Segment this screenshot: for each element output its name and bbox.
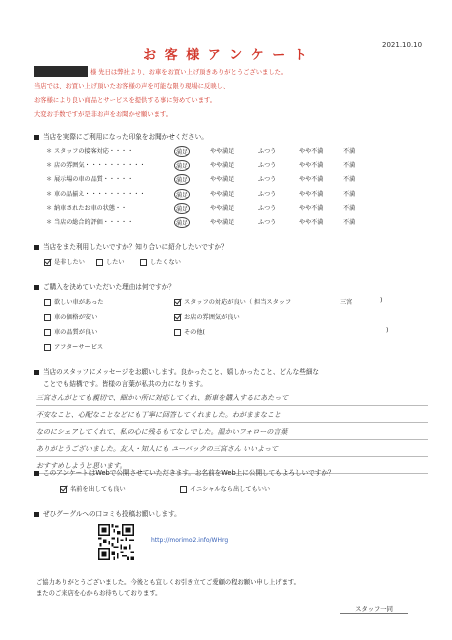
footer-line-1: ご協力ありがとうございました。今後とも宜しくお引き立てご愛顧の程お願い申し上げます。 [36,579,300,586]
checkbox-icon[interactable] [174,329,181,336]
q1-rating-option[interactable]: やや不満 [299,148,324,155]
message-line-3: なのにシェアしてくれて、私の心に残るもてなしでした。温かいフォローの言葉 [36,426,428,440]
intro-line-3: お客様により良い商品とサービスを提供する事に努めています。 [34,97,217,104]
section-bullet-icon [34,245,39,250]
checkbox-icon[interactable] [44,299,51,306]
intro-line-4: 大変お手数ですが是非お声をお聞かせ願います。 [34,111,173,118]
intro-line-1: 様 先日は弊社より、お車をお買い上げ頂きありがとうございました。 [90,69,288,76]
section-bullet-icon [34,512,39,517]
q1-heading [34,131,208,141]
q1-rating-option[interactable]: 満足 [174,217,190,228]
q1-title: 当店を実際にご利用になった印象をお聞かせください。 [43,133,208,141]
checkbox-icon[interactable] [44,344,51,351]
q1-rating-option[interactable]: 満足 [174,203,190,214]
q6-title: ぜひグーグルへの口コミも投稿お願いします。 [43,510,181,518]
q4-title-line-1: 当店のスタッフにメッセージをお願いします。良かったこと、嬉しかったこと、どんな些細な [43,368,320,376]
section-bullet-icon [34,285,39,290]
checkbox-checked-icon[interactable] [44,259,51,266]
q1-rating-option[interactable]: 不満 [343,162,356,169]
checkbox-checked-icon[interactable] [174,299,181,306]
q2-title: 当店をまた利用したいですか？知り合いに紹介したいですか？ [43,243,228,251]
q3-option-staff[interactable]: スタッフの対応が良い（ 担当スタッフ [174,297,291,306]
q4-title-line-2: ことでも結構です。皆様の言葉が私共の力になります。 [43,380,207,388]
q1-rating-option[interactable]: 満足 [174,174,190,185]
footer-signature: スタッフ一同 [340,604,408,614]
q1-rating-option[interactable]: ふつう [258,176,277,183]
checkbox-checked-icon[interactable] [60,486,67,493]
q1-rating-option[interactable]: やや満足 [210,176,235,183]
q1-rating-option[interactable]: やや不満 [299,205,324,212]
q5-option-name-ok[interactable]: 名前を出しても良い [60,484,126,493]
q3-option-other[interactable]: その他( [174,327,205,336]
q1-rating-option[interactable]: やや満足 [210,191,235,198]
q2-option-3[interactable]: したくない [140,257,181,266]
q1-rating-option[interactable]: ふつう [258,191,277,198]
section-bullet-icon [34,135,39,140]
q1-rating-option[interactable]: ふつう [258,148,277,155]
q1-row-label: ＊ 車の品揃え・・・・・・・・・・ [46,191,146,198]
q1-rating-option[interactable]: ふつう [258,219,277,226]
q3-heading [34,281,175,291]
checkbox-icon[interactable] [44,314,51,321]
q1-row-label: ＊ 展示場の車の品質・・・・・ [46,176,134,183]
footer-line-2: またのご来店を心からお待ちしております。 [36,590,162,597]
q5-option-initials[interactable]: イニシャルなら出してもいい [180,484,270,493]
q1-rating-option[interactable]: 不満 [343,205,356,212]
message-line-5: おすすめしようと思います。 [36,460,428,474]
intro-line-2: 当店では、お買い上げ頂いたお客様の声を可能な限り現場に反映し、 [34,83,230,90]
q3-title: ご購入を決めていただいた理由は何ですか？ [43,283,175,291]
q1-rating-option[interactable]: 不満 [343,219,356,226]
checkbox-icon[interactable] [96,259,103,266]
redacted-customer-name [34,66,88,77]
q2-heading [34,241,228,251]
q5-heading [34,467,335,477]
q1-row-label: ＊ 店の雰囲気・・・・・・・・・・ [46,162,146,169]
q1-row-label: ＊ スタッフの接客対応・・・・ [46,148,134,155]
section-bullet-icon [34,370,39,375]
q5-title: このアンケートはWebで公開させていただきます。お名前をWeb上に公開してもよろしいですか？ [43,469,335,477]
q3-option-wanted-car[interactable]: 欲しい車があった [44,297,103,306]
q6-heading [34,508,181,518]
q4-heading [34,366,319,376]
q1-rating-option[interactable]: 不満 [343,148,356,155]
q1-rating-option[interactable]: やや満足 [210,148,235,155]
q1-rating-option[interactable]: やや不満 [299,219,324,226]
qr-code-icon[interactable] [98,524,134,560]
message-line-1: 三宮さんがとても親切で、細かい所に対応してくれ、新車を購入するにあたって [36,392,428,406]
q1-rating-option[interactable]: 満足 [174,160,190,171]
q1-rating-option[interactable]: 不満 [343,191,356,198]
checkbox-checked-icon[interactable] [174,314,181,321]
q1-rating-option[interactable]: やや不満 [299,176,324,183]
review-url-link[interactable]: http://morimo2.info/WHrg [151,537,229,544]
q3-staff-close: ) [380,297,383,304]
q3-option-cheap-price[interactable]: 車の価格が安い [44,312,97,321]
q3-option-atmosphere[interactable]: お店の雰囲気が良い [174,312,240,321]
survey-title: お 客 様 ア ン ケ ー ト [143,48,309,63]
q1-rating-option[interactable]: ふつう [258,205,277,212]
q1-rating-option[interactable]: 不満 [343,176,356,183]
survey-date: 2021.10.10 [382,41,423,49]
q1-rating-option[interactable]: やや満足 [210,219,235,226]
q3-staff-name: 三宮 [340,299,353,306]
section-bullet-icon [34,471,39,476]
message-line-2: 不安なこと、心配なことなどにも丁寧に回答してくれました。わがままなこと [36,409,428,423]
q1-rating-option[interactable]: ふつう [258,162,277,169]
checkbox-icon[interactable] [44,329,51,336]
q2-option-1[interactable]: 是非したい [44,257,85,266]
q1-rating-option[interactable]: 満足 [174,189,190,200]
checkbox-icon[interactable] [180,486,187,493]
q3-option-good-quality[interactable]: 車の品質が良い [44,327,97,336]
message-line-4: ありがとうございました。友人・知人にも ユーバックの三宮さん いいよって [36,443,428,457]
q1-rating-option[interactable]: やや満足 [210,205,235,212]
q1-row-label: ＊ 当店の総合的評価・・・・・ [46,219,134,226]
checkbox-icon[interactable] [140,259,147,266]
q1-rating-option[interactable]: やや満足 [210,162,235,169]
q1-row-label: ＊ 納車されたお車の状態・・ [46,205,128,212]
q1-rating-option[interactable]: やや不満 [299,191,324,198]
q1-rating-option[interactable]: 満足 [174,146,190,157]
q3-option-after-service[interactable]: アフターサービス [44,342,103,351]
q1-rating-option[interactable]: やや不満 [299,162,324,169]
q3-other-close: ) [386,327,389,334]
q2-option-2[interactable]: したい [96,257,125,266]
